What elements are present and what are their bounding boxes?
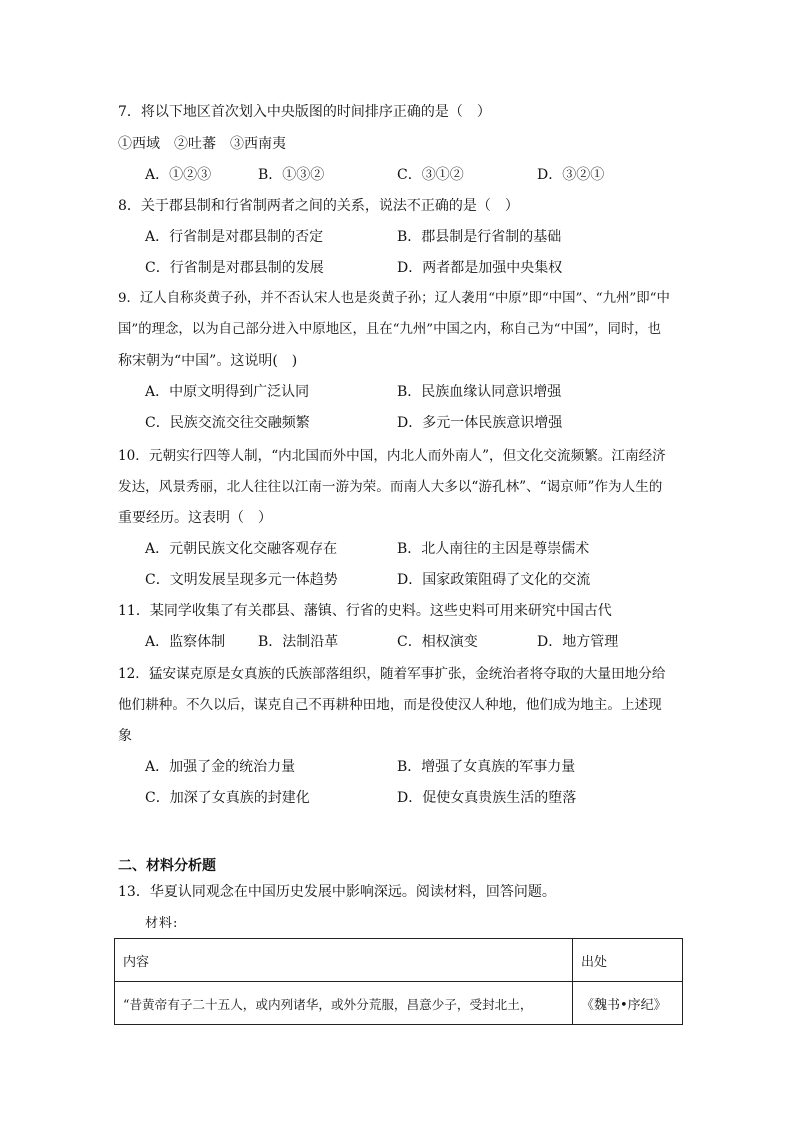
q10-line-1: 10．元朝实行四等人制，“内北国而外中国，内北人而外南人”，但文化交流频繁。江南经济: [118, 448, 666, 464]
q7-items: ①西域 ②吐蕃 ③西南夷: [118, 136, 286, 152]
q10-option-c: C．文明发展呈现多元一体趋势: [145, 572, 338, 588]
q8-option-b: B．郡县制是行省制的基础: [397, 229, 562, 245]
table-header-source: 出处: [573, 939, 683, 982]
q7-option-c: C．③①②: [397, 167, 464, 183]
table-cell-content: “昔黄帝有子二十五人，或内列诸华，或外分荒服，昌意少子，受封北土，: [115, 982, 573, 1025]
q9-option-d: D．多元一体民族意识增强: [397, 415, 563, 431]
q10-option-a: A．元朝民族文化交融客观存在: [145, 541, 338, 557]
q9-option-a: A．中原文明得到广泛认同: [145, 384, 310, 400]
q12-option-d: D．促使女真贵族生活的堕落: [397, 790, 577, 806]
q9-line-2: 国”的理念，以为自己部分进入中原地区，且在“九州”中国之内，称自己为“中国”，同时，也: [118, 322, 662, 337]
q12-line-2: 他们耕种。不久以后，谋克自己不再耕种田地，而是役使汉人种地，他们成为地主。上述现: [118, 697, 662, 713]
q7-stem: 7．将以下地区首次划入中央版图的时间排序正确的是（ ）: [118, 104, 491, 120]
q11-option-b: B．法制沿革: [258, 634, 339, 650]
q10-line-3: 重要经历。这表明（ ）: [118, 510, 272, 526]
q8-option-d: D．两者都是加强中央集权: [397, 260, 563, 276]
q12-line-3: 象: [118, 728, 132, 744]
q12-option-a: A．加强了金的统治力量: [145, 759, 296, 775]
q12-option-c: C．加深了女真族的封建化: [145, 790, 310, 806]
q11-option-d: D．地方管理: [537, 634, 619, 650]
q8-option-c: C．行省制是对郡县制的发展: [145, 260, 324, 276]
q11-stem: 11．某同学收集了有关郡县、藩镇、行省的史料。这些史料可用来研究中国古代: [118, 603, 612, 619]
q9-option-b: B．民族血缘认同意识增强: [397, 384, 562, 400]
q12-option-b: B．增强了女真族的军事力量: [397, 759, 576, 775]
q10-option-b: B．北人南往的主因是尊崇儒术: [397, 541, 590, 557]
table-header-content: 内容: [115, 939, 573, 982]
q7-option-a: A．①②③: [145, 167, 212, 183]
q11-option-c: C．相权演变: [397, 634, 478, 650]
q9-option-c: C．民族交流交往交融频繁: [145, 415, 310, 431]
q8-stem: 8．关于郡县制和行省制两者之间的关系，说法不正确的是（ ）: [118, 198, 519, 214]
q7-option-d: D．③②①: [537, 167, 605, 183]
q10-option-d: D．国家政策阻碍了文化的交流: [397, 572, 591, 588]
section-title: 二、材料分析题: [118, 858, 216, 874]
material-table: [114, 938, 683, 1025]
table-cell-source: 《魏书•序纪》: [573, 982, 683, 1025]
q11-option-a: A．监察体制: [145, 634, 226, 650]
q13-stem: 13．华夏认同观念在中国历史发展中影响深远。阅读材料，回答问题。: [118, 884, 556, 900]
q10-line-2: 发达，风景秀丽，北人往往以江南一游为荣。而南人大多以“游孔林”、“谒京师”作为人生的: [118, 479, 663, 495]
table-row: [115, 982, 683, 1025]
q9-line-3: 称宋朝为“中国”。这说明( ): [118, 353, 298, 369]
material-label: 材料:: [145, 916, 179, 931]
q8-option-a: A．行省制是对郡县制的否定: [145, 229, 324, 245]
q7-option-b: B．①③②: [258, 167, 325, 183]
q9-line-1: 9．辽人自称炎黄子孙，并不否认宋人也是炎黄子孙；辽人袭用“中原”即“中国”、“九州”即“中: [118, 291, 670, 306]
q12-line-1: 12．猛安谋克原是女真族的氏族部落组织，随着军事扩张，金统治者将夺取的大量田地分给: [118, 666, 666, 682]
table-header-row: [115, 939, 683, 982]
